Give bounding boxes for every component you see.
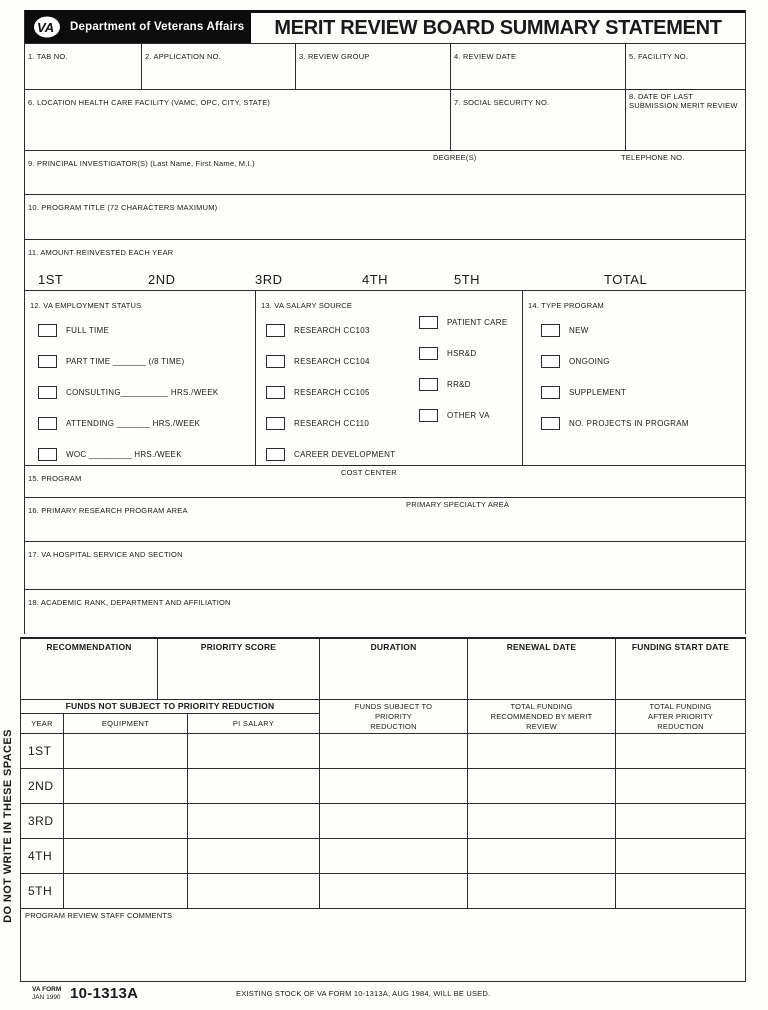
option-label: NEW (569, 325, 589, 335)
option-woc (38, 447, 255, 461)
checkbox-research-cc103[interactable] (266, 324, 285, 337)
field-cell-program[interactable] (25, 466, 745, 497)
form-date: JAN 1990 (32, 993, 61, 1001)
option-consulting (38, 385, 255, 399)
subcol-funds-subject (320, 700, 468, 733)
section-12-va-employment-status (25, 291, 256, 465)
review-board-table (20, 637, 746, 982)
checkbox-sections (25, 291, 745, 466)
field-cell-hospital-service[interactable] (25, 542, 745, 589)
row-year-label: 4TH (21, 839, 64, 873)
cell-pi-salary (188, 769, 320, 803)
option-label: RESEARCH CC110 (294, 418, 370, 428)
option-patient-care (419, 315, 508, 329)
cell-equipment (64, 804, 188, 838)
funds-not-subject-title: FUNDS NOT SUBJECT TO PRIORITY REDUCTION (21, 700, 319, 714)
subcol-equipment: EQUIPMENT (64, 714, 188, 733)
checkbox-patient-care[interactable] (419, 316, 438, 329)
field-label-primary-specialty: PRIMARY SPECIALTY AREA (406, 500, 510, 509)
field-cell-location[interactable] (25, 90, 451, 150)
table-row-5th (21, 874, 745, 909)
form-row-11 (25, 240, 745, 291)
checkbox-part-time[interactable] (38, 355, 57, 368)
staff-comments-box (21, 909, 745, 981)
form-row-17 (25, 542, 745, 590)
option-ongoing (541, 354, 745, 368)
section-title: 12. VA EMPLOYMENT STATUS (30, 301, 142, 310)
form-row-18 (25, 590, 745, 634)
form-footer (24, 985, 746, 1009)
checkbox-supplement[interactable] (541, 386, 560, 399)
checkbox-rrd[interactable] (419, 378, 438, 391)
cell-funds-subject (320, 734, 468, 768)
cell-total-after (616, 804, 745, 838)
row-year-label: 3RD (21, 804, 64, 838)
option-no-projects (541, 416, 745, 430)
field-label-degrees: DEGREE(S) (433, 153, 477, 162)
option-label: ATTENDING _______ HRS./WEEK (66, 418, 201, 428)
field-label: 15. PROGRAM (28, 474, 82, 483)
table-row-1st (21, 734, 745, 769)
section-14-type-program (523, 291, 745, 465)
option-part-time (38, 354, 255, 368)
option-hsrd (419, 346, 508, 360)
table-row-3rd (21, 804, 745, 839)
cell-equipment (64, 839, 188, 873)
option-label: ONGOING (569, 356, 610, 366)
checkbox-woc[interactable] (38, 448, 57, 461)
merit-review-form (24, 10, 746, 634)
cell-equipment (64, 874, 188, 908)
option-attending (38, 416, 255, 430)
option-full-time (38, 323, 255, 337)
cell-pi-salary (188, 839, 320, 873)
col-duration: DURATION (320, 639, 468, 699)
cell-funds-subject (320, 804, 468, 838)
checkbox-ongoing[interactable] (541, 355, 560, 368)
form-row-3 (25, 151, 745, 195)
checkbox-no-projects[interactable] (541, 417, 560, 430)
review-table-header (21, 639, 745, 700)
field-label: 16. PRIMARY RESEARCH PROGRAM AREA (28, 506, 188, 515)
checkbox-attending[interactable] (38, 417, 57, 430)
funds-not-subject-group (21, 700, 320, 733)
form-row-1 (25, 44, 745, 90)
va-header-bar (25, 10, 251, 43)
checkbox-consulting[interactable] (38, 386, 57, 399)
field-label: 17. VA HOSPITAL SERVICE AND SECTION (28, 550, 183, 559)
year-col-4th: 4TH (362, 272, 389, 287)
field-label: 11. AMOUNT REINVESTED EACH YEAR (28, 248, 174, 257)
option-other-va (419, 408, 508, 422)
review-table-subheader (21, 700, 745, 734)
option-label: RESEARCH CC103 (294, 325, 370, 335)
option-label: RR&D (447, 379, 471, 389)
cell-equipment (64, 769, 188, 803)
field-cell-ssn[interactable] (451, 90, 626, 150)
field-label-cost-center: COST CENTER (341, 468, 397, 477)
do-not-write-text: DO NOT WRITE IN THESE SPACES (2, 729, 14, 923)
option-rrd (419, 377, 508, 391)
option-career-development (266, 447, 522, 461)
table-row-2nd (21, 769, 745, 804)
form-id-block (32, 986, 61, 1002)
field-label: 1. TAB NO. (28, 52, 68, 61)
checkbox-research-cc104[interactable] (266, 355, 285, 368)
year-col-5th: 5TH (454, 272, 481, 287)
table-row-4th (21, 839, 745, 874)
field-cell-amount-reinvested[interactable] (25, 240, 745, 290)
form-number: 10-1313A (70, 985, 139, 1002)
option-label: PATIENT CARE (447, 317, 508, 327)
option-label: WOC _________ HRS./WEEK (66, 449, 182, 459)
subcol-label: TOTAL FUNDING AFTER PRIORITY REDUCTION (648, 702, 713, 732)
cell-funds-subject (320, 769, 468, 803)
checkbox-career-development[interactable] (266, 448, 285, 461)
subcol-label: TOTAL FUNDING RECOMMENDED BY MERIT REVIEW (490, 702, 593, 732)
form-row-2 (25, 90, 745, 151)
field-label: 5. FACILITY NO. (629, 52, 689, 61)
option-label: PART TIME _______ (/8 TIME) (66, 356, 185, 366)
field-label: 2. APPLICATION NO. (145, 52, 221, 61)
cell-pi-salary (188, 804, 320, 838)
cell-total-recommended (468, 874, 616, 908)
option-label: HSR&D (447, 348, 477, 358)
field-cell-primary-research-area[interactable] (25, 498, 745, 541)
field-label-telephone: TELEPHONE NO. (621, 153, 685, 162)
checkbox-research-cc105[interactable] (266, 386, 285, 399)
checkbox-hsrd[interactable] (419, 347, 438, 360)
cell-total-recommended (468, 804, 616, 838)
subcol-label: FUNDS SUBJECT TO PRIORITY REDUCTION (354, 702, 433, 732)
cell-equipment (64, 734, 188, 768)
field-label: 18. ACADEMIC RANK, DEPARTMENT AND AFFILIATION (28, 598, 231, 607)
option-supplement (541, 385, 745, 399)
cell-total-recommended (468, 839, 616, 873)
col-recommendation: RECOMMENDATION (21, 639, 158, 699)
option-label: RESEARCH CC105 (294, 387, 370, 397)
checkbox-full-time[interactable] (38, 324, 57, 337)
year-col-1st: 1ST (38, 272, 64, 287)
field-label: 6. LOCATION HEALTH CARE FACILITY (VAMC, OPC, CITY, STATE) (28, 98, 271, 107)
subcol-pi-salary: PI SALARY (232, 719, 275, 728)
section-title: 13. VA SALARY SOURCE (261, 301, 353, 310)
row-year-label: 1ST (21, 734, 64, 768)
field-label: 9. PRINCIPAL INVESTIGATOR(S) (Last Name, First Name, M.I.) (28, 159, 255, 168)
field-cell-academic-rank[interactable] (25, 590, 745, 634)
section-13-va-salary-source (256, 291, 523, 465)
option-label: OTHER VA (447, 410, 490, 420)
cell-pi-salary (188, 874, 320, 908)
form-title: MERIT REVIEW BOARD SUMMARY STATEMENT (251, 10, 745, 43)
row-year-label: 2ND (21, 769, 64, 803)
col-funding-start-date: FUNDING START DATE (631, 642, 730, 652)
option-label: NO. PROJECTS IN PROGRAM (569, 418, 689, 428)
va-seal-icon (33, 16, 63, 38)
form-header (25, 10, 745, 44)
form-row-16 (25, 498, 745, 542)
field-label: 3. REVIEW GROUP (299, 52, 370, 61)
field-cell-facility-no[interactable] (626, 44, 745, 89)
col-renewal-date: RENEWAL DATE (468, 639, 616, 699)
option-label: CAREER DEVELOPMENT (294, 449, 396, 459)
field-cell-review-group[interactable] (296, 44, 451, 89)
form-label: VA FORM (32, 986, 62, 993)
year-col-2nd: 2ND (148, 272, 176, 287)
field-cell-application-no[interactable] (142, 44, 296, 89)
field-cell-program-title[interactable] (25, 195, 745, 239)
existing-stock-note: EXISTING STOCK OF VA FORM 10-1313A, AUG 1984, WILL BE USED. (236, 989, 491, 998)
staff-comments-label: PROGRAM REVIEW STAFF COMMENTS (25, 911, 173, 920)
field-cell-last-submission[interactable] (626, 90, 745, 150)
cell-total-recommended (468, 734, 616, 768)
option-label: SUPPLEMENT (569, 387, 627, 397)
form-row-10 (25, 195, 745, 240)
year-col-3rd: 3RD (255, 272, 283, 287)
cell-total-after (616, 769, 745, 803)
cell-total-after (616, 874, 745, 908)
checkbox-new[interactable] (541, 324, 560, 337)
cell-total-after (616, 839, 745, 873)
option-new (541, 323, 745, 337)
field-label: 8. DATE OF LAST SUBMISSION MERIT REVIEW (629, 92, 738, 110)
do-not-write-note (1, 697, 19, 955)
cell-total-recommended (468, 769, 616, 803)
checkbox-other-va[interactable] (419, 409, 438, 422)
cell-funds-subject (320, 839, 468, 873)
option-label: RESEARCH CC104 (294, 356, 370, 366)
agency-name: Department of Veterans Affairs (70, 20, 245, 33)
section-title: 14. TYPE PROGRAM (528, 301, 604, 310)
col-priority-score: PRIORITY SCORE (158, 639, 320, 699)
form-row-15 (25, 466, 745, 498)
subcol-year: YEAR (21, 714, 64, 733)
year-col-total: TOTAL (604, 272, 648, 287)
field-cell-review-date[interactable] (451, 44, 626, 89)
field-label: 10. PROGRAM TITLE (72 CHARACTERS MAXIMUM) (28, 203, 218, 212)
cell-funds-subject (320, 874, 468, 908)
option-label: FULL TIME (66, 325, 110, 335)
cell-pi-salary (188, 734, 320, 768)
checkbox-research-cc110[interactable] (266, 417, 285, 430)
svg-text:VA: VA (37, 19, 55, 35)
cell-total-after (616, 734, 745, 768)
field-label: 7. SOCIAL SECURITY NO. (454, 98, 550, 107)
subcol-total-recommended (468, 700, 616, 733)
row-year-label: 5TH (21, 874, 64, 908)
field-cell-principal-investigator[interactable] (25, 151, 745, 194)
option-label: CONSULTING__________ HRS./WEEK (66, 387, 219, 397)
field-cell-tab-no[interactable] (25, 44, 142, 89)
field-label: 4. REVIEW DATE (454, 52, 517, 61)
subcol-total-after (616, 700, 745, 733)
